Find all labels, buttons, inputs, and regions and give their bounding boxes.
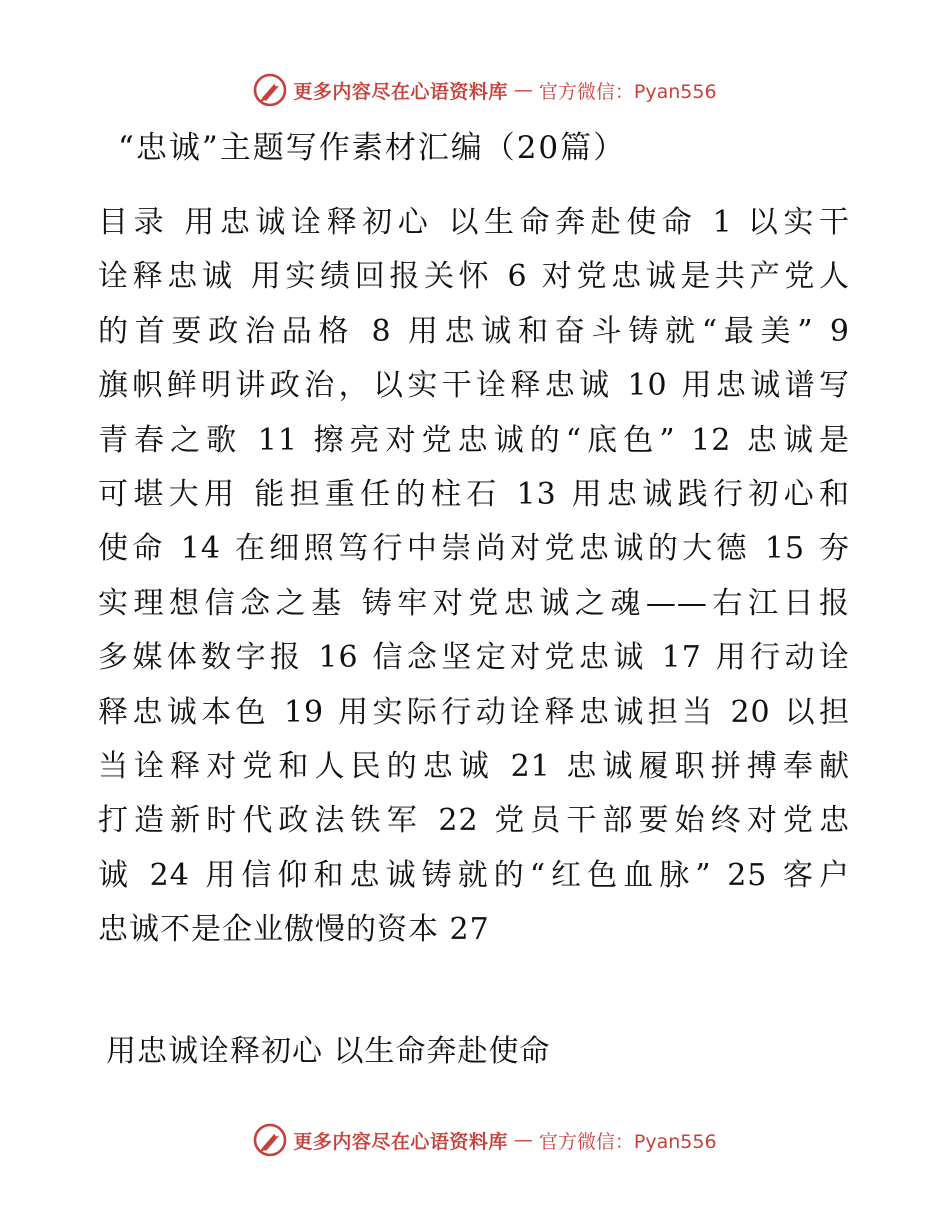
banner-text: 更多内容尽在心语资料库 (293, 80, 508, 103)
document-title: “忠诚”主题写作素材汇编（20篇） (118, 130, 627, 166)
footer-banner-content (253, 1123, 716, 1157)
toc-line: 目录 用忠诚诠释初心 以生命奔赴使命 1 以实干 (98, 205, 850, 240)
toc-line: 使命 14 在细照笃行中崇尚对党忠诚的大德 15 夯 (98, 531, 850, 567)
toc-line: 打造新时代政法铁军 22 党员干部要始终对党忠 (98, 803, 850, 839)
table-of-contents (98, 196, 850, 957)
banner-separator: — (513, 79, 533, 101)
toc-line: 当诠释对党和人民的忠诚 21 忠诚履职拼搏奉献 (98, 748, 850, 784)
toc-line: 的首要政治品格 8 用忠诚和奋斗铸就“最美” 9 (98, 313, 850, 349)
toc-line: 实理想信念之基 铸牢对党忠诚之魂——右江日报 (98, 585, 850, 621)
banner-separator: — (513, 1129, 533, 1151)
toc-line: 诠释忠诚 用实绩回报关怀 6 对党忠诚是共产党人 (98, 259, 850, 295)
toc-line: 旗帜鲜明讲政治，以实干诠释忠诚 10 用忠诚谱写 (98, 368, 850, 404)
pen-logo-icon (253, 73, 287, 107)
header-banner-content (253, 73, 716, 107)
banner-text: 更多内容尽在心语资料库 (293, 1130, 508, 1153)
toc-line: 可堪大用 能担重任的柱石 13 用忠诚践行初心和 (98, 476, 850, 512)
toc-line: 忠诚不是企业傲慢的资本 27 (98, 912, 490, 948)
toc-line: 释忠诚本色 19 用实际行动诠释忠诚担当 20 以担 (98, 694, 850, 730)
header-banner (0, 70, 950, 110)
banner-contact: 官方微信：Pyan556 (538, 1130, 717, 1153)
footer-banner (0, 1120, 950, 1160)
pen-logo-icon (253, 1123, 287, 1157)
banner-contact: 官方微信：Pyan556 (538, 80, 717, 103)
toc-line: 诚 24 用信仰和忠诚铸就的“红色血脉” 25 客户 (98, 857, 850, 893)
toc-line: 多媒体数字报 16 信念坚定对党忠诚 17 用行动诠 (98, 640, 850, 676)
toc-line: 青春之歌 11 擦亮对党忠诚的“底色” 12 忠诚是 (98, 422, 850, 458)
section-heading: 用忠诚诠释初心 以生命奔赴使命 (106, 1034, 551, 1069)
